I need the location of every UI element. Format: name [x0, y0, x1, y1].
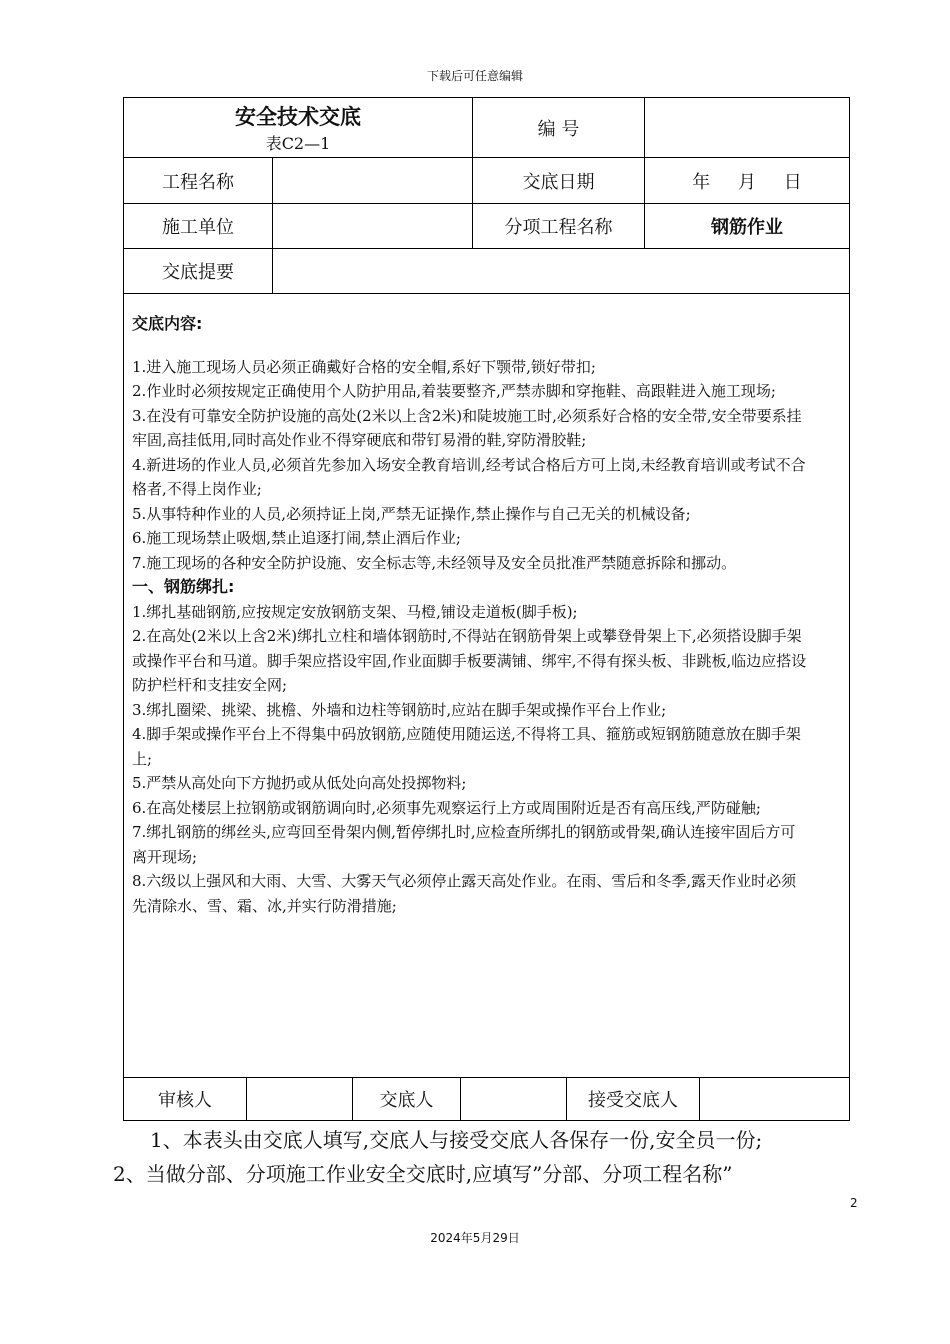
summary-label: 交底提要	[162, 262, 234, 283]
list-item: 5.严禁从高处向下方抛扔或从低处向高处投掷物料;	[132, 774, 467, 792]
list-item: 3.在没有可靠安全防护设施的高处(2米以上含2米)和陡坡施工时,必须系好合格的安全带,安全带要系挂牢固,高挂低用,同时高处作业不得穿硬底和带钉易滑的鞋,穿防滑胶鞋;	[132, 406, 802, 449]
list-item: 4.新进场的作业人员,必须首先参加入场安全教育培训,经考试合格后方可上岗,未经教育培训或考试不合格者,不得上岗作业;	[132, 455, 806, 498]
project-name-field[interactable]	[273, 158, 472, 203]
list-item: 3.绑扎圈梁、挑梁、挑檐、外墙和边柱等钢筋时,应站在脚手架或操作平台上作业;	[132, 700, 667, 719]
disclosure-content	[132, 312, 808, 918]
number-label: 编 号	[537, 118, 580, 140]
receiver-label: 接受交底人	[588, 1090, 678, 1111]
sub-project-field[interactable]: 钢筋作业	[711, 217, 783, 238]
sub-project-label: 分项工程名称	[504, 217, 613, 238]
note-2: 2、当做分部、分项施工作业安全交底时,应填写”分部、分项工程名称”	[113, 1162, 733, 1186]
construction-unit-field[interactable]	[273, 204, 472, 248]
list-item: 7.施工现场的各种安全防护设施、安全标志等,未经领导及安全员批准严禁随意拆除和挪动。	[132, 553, 737, 572]
construction-unit-label: 施工单位	[162, 217, 234, 238]
number-field[interactable]	[645, 98, 849, 157]
list-item: 5.从事特种作业的人员,必须持证上岗,严禁无证操作,禁止操作与自己无关的机械设备;	[132, 504, 691, 523]
reviewer-field[interactable]	[247, 1078, 352, 1120]
table-title-cell	[124, 98, 472, 157]
list-item: 2.作业时必须按规定正确使用个人防护用品,着装要整齐,严禁赤脚和穿拖鞋、高跟鞋进入施工现场;	[132, 382, 776, 400]
list-item: 6.施工现场禁止吸烟,禁止追逐打闹,禁止酒后作业;	[132, 529, 461, 547]
note-1: 1、本表头由交底人填写,交底人与接受交底人各保存一份,安全员一份;	[150, 1128, 763, 1152]
list-item: 7.绑扎钢筋的绑丝头,应弯回至骨架内侧,暂停绑扎时,应检查所绑扎的钢筋或骨架,确认连接牢固后方可离开现场;	[132, 823, 796, 866]
date-field[interactable]: 年 月 日	[692, 171, 802, 193]
list-item: 2.在高处(2米以上含2米)绑扎立柱和墙体钢筋时,不得站在钢筋骨架上或攀登骨架上下,必须搭设脚手架或操作平台和马道。脚手架应搭设牢固,作业面脚手板要满铺、绑牢,不得有探头板、非跳板,临边应搭设防护栏杆和支挂安全网;	[132, 627, 807, 694]
list-item: 1.进入施工现场人员必须正确戴好合格的安全帽,系好下颚带,锁好带扣;	[132, 357, 596, 376]
table-title: 安全技术交底	[235, 104, 361, 129]
summary-field[interactable]	[273, 249, 849, 293]
reviewer-label: 审核人	[158, 1090, 212, 1111]
date-label: 交底日期	[522, 171, 595, 193]
list-item: 8.六级以上强风和大雨、大雪、大雾天气必须停止露天高处作业。在雨、雪后和冬季,露天作业时必须先清除水、雪、霜、冰,并实行防滑措施;	[132, 872, 797, 915]
discloser-label: 交底人	[379, 1090, 434, 1111]
page-number: 2	[850, 1196, 858, 1210]
list-item: 1.绑扎基础钢筋,应按规定安放钢筋支架、马橙,铺设走道板(脚手板);	[132, 602, 578, 621]
receiver-field[interactable]	[700, 1078, 849, 1120]
section-heading: 一、钢筋绑扎:	[132, 577, 235, 596]
discloser-field[interactable]	[461, 1078, 566, 1120]
table-subtitle: 表C2—1	[265, 134, 331, 153]
header-note: 下载后可任意编辑	[426, 69, 523, 83]
list-item: 6.在高处楼层上拉钢筋或钢筋调向时,必须事先观察运行上方或周围附近是否有高压线,严防碰触;	[132, 798, 761, 817]
content-heading: 交底内容:	[132, 314, 203, 333]
footer-date: 2024年5月29日	[430, 1231, 520, 1245]
project-name-label: 工程名称	[162, 171, 234, 193]
list-item: 4.脚手架或操作平台上不得集中码放钢筋,应随使用随运送,不得将工具、箍筋或短钢筋随意放在脚手架上;	[132, 725, 801, 768]
